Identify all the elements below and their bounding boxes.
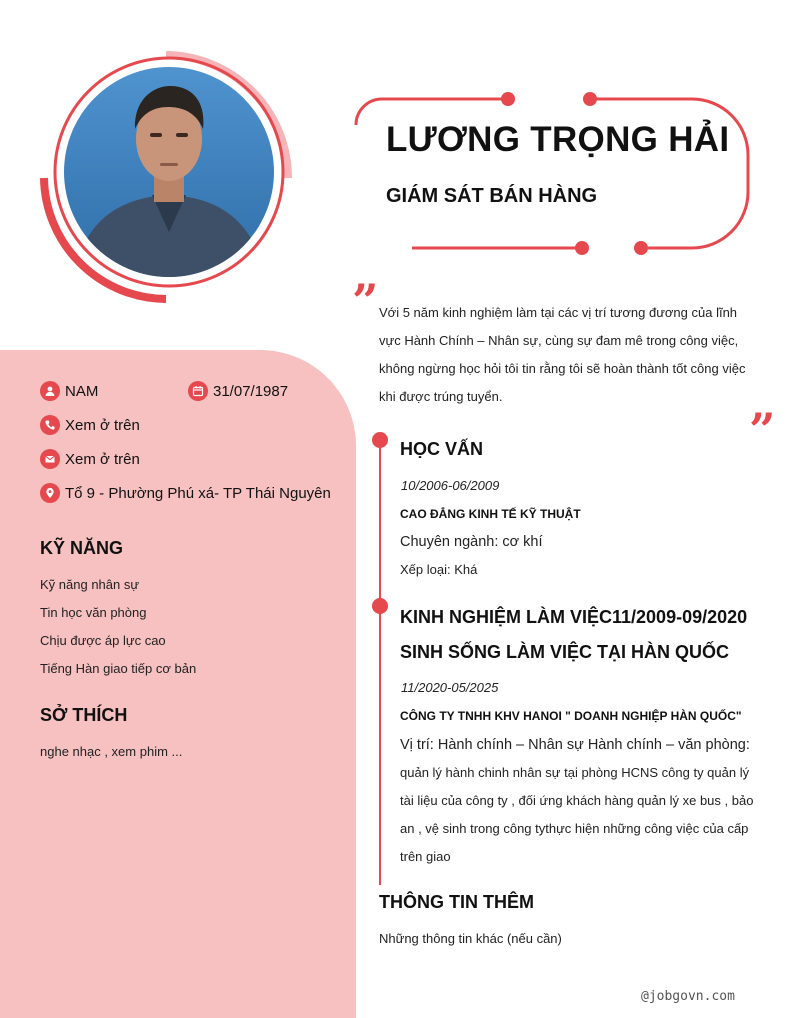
quote-open-icon: ” — [352, 274, 379, 328]
experience-position: Vị trí: Hành chính – Nhân sự Hành chính – văn phòng: — [400, 737, 750, 753]
hobbies-text: nghe nhạc , xem phim ... — [40, 744, 183, 759]
experience-description — [400, 731, 755, 871]
mail-icon — [40, 449, 60, 469]
quote-close-icon: ” — [749, 403, 776, 457]
skills-heading: KỸ NĂNG — [40, 538, 124, 558]
education-school: CAO ĐẲNG KINH TẾ KỸ THUẬT — [400, 507, 581, 521]
phone-icon — [40, 415, 60, 435]
location-pin-icon — [40, 483, 60, 503]
education-heading: HỌC VẤN — [400, 439, 484, 459]
career-summary: Với 5 năm kinh nghiệm làm tại các vị trí tương đương của lĩnh vực Hành Chính – Nhân sự, cùng sự đam mê trong công việc, không ngừng học hỏi tôi tin rằng tôi sẽ hoàn thành tốt công việc khi được trúng tuyển. — [379, 305, 746, 404]
skill-item: Chịu được áp lực cao — [40, 633, 166, 648]
birthday-text: 31/07/1987 — [213, 382, 289, 400]
header-frame — [352, 88, 756, 258]
user-icon — [40, 381, 60, 401]
email-text: Xem ở trên — [65, 450, 140, 468]
education-major: Chuyên ngành: cơ khí — [400, 534, 543, 550]
experience-date: 11/2020-05/2025 — [401, 680, 499, 695]
hobbies-heading: SỞ THÍCH — [40, 705, 128, 725]
additional-info-heading: THÔNG TIN THÊM — [379, 892, 534, 912]
skill-item: Kỹ năng nhân sự — [40, 577, 140, 592]
timeline-line — [379, 440, 381, 885]
education-date: 10/2006-06/2009 — [401, 478, 500, 493]
timeline-dot — [372, 432, 388, 448]
additional-info-text: Những thông tin khác (nếu cần) — [379, 931, 562, 946]
contact-gender — [40, 381, 98, 401]
experience-duties: quản lý hành chinh nhân sự tại phòng HCNS công ty quản lý tài liệu của công ty , đối ứng khách hàng quản lý xe bus , bảo an , vệ sinh trong công tythực hiện những công việc của cấp trên giao — [400, 765, 754, 864]
skill-item: Tiếng Hàn giao tiếp cơ bản — [40, 661, 197, 676]
calendar-icon — [188, 381, 208, 401]
experience-company: CÔNG TY TNHH KHV HANOI " DOANH NGHIỆP HÀN QUỐC" — [400, 709, 742, 723]
contact-phone — [40, 415, 140, 435]
phone-text: Xem ở trên — [65, 416, 140, 434]
profile-photo — [64, 67, 274, 277]
avatar-frame — [38, 48, 298, 308]
address-text: Tổ 9 - Phường Phú xá- TP Thái Nguyên — [65, 484, 331, 502]
contact-birthday — [188, 381, 288, 401]
site-watermark: @jobgovn.com — [641, 989, 735, 1004]
contact-email — [40, 449, 140, 469]
job-title: GIÁM SÁT BÁN HÀNG — [386, 185, 598, 207]
candidate-name: LƯƠNG TRỌNG HẢI — [386, 120, 730, 159]
experience-heading: KINH NGHIỆM LÀM VIỆC11/2009-09/2020 SINH SỐNG LÀM VIỆC TẠI HÀN QUỐC — [400, 607, 748, 662]
gender-text: NAM — [65, 382, 99, 400]
skill-item: Tin học văn phòng — [40, 605, 147, 620]
education-grade: Xếp loại: Khá — [400, 562, 478, 577]
contact-address — [40, 483, 331, 503]
timeline-dot — [372, 598, 388, 614]
